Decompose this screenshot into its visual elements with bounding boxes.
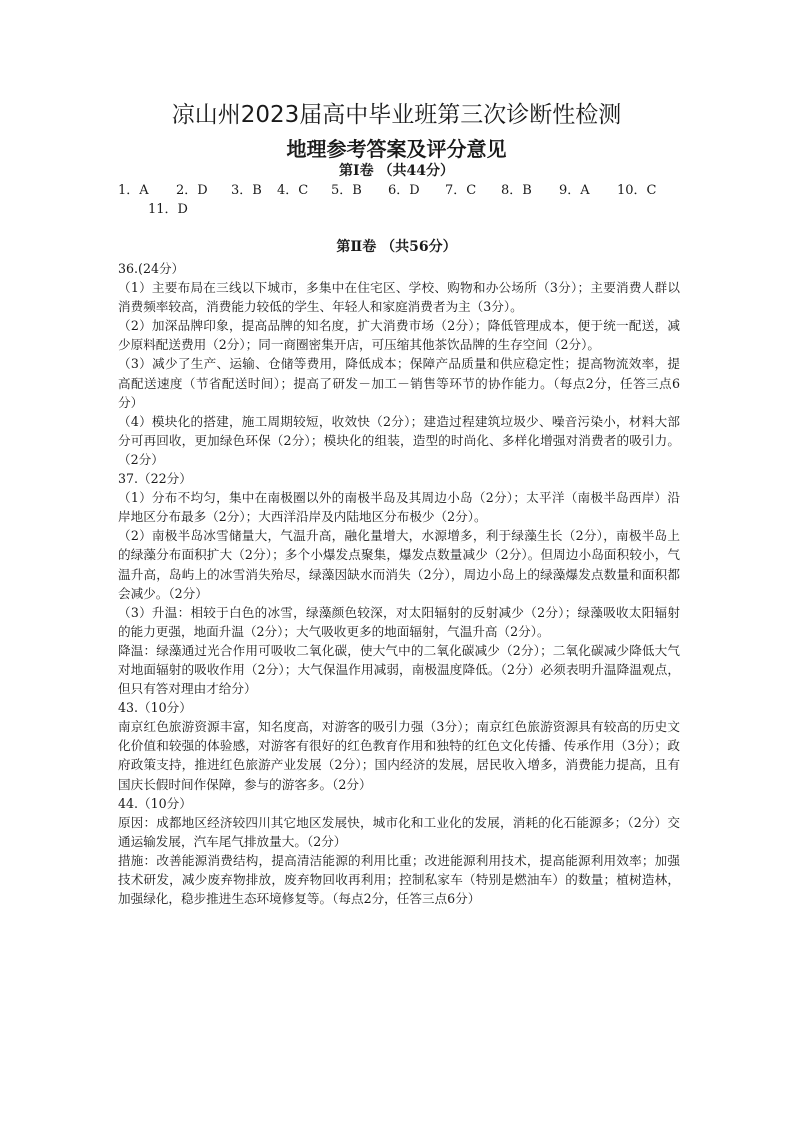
- question-heading: 36.(24分）: [118, 261, 185, 276]
- answer-paragraph: 措施：改善能源消费结构，提高清洁能源的利用比重；改进能源利用技术，提高能源利用效率；加强技术研发，减少废弃物排放，废弃物回收再利用；控制私家车（特别是燃油车）的数量；植树造林，加强绿化，稳步推进生态环境修复等。（每点2分，任答三点6分）: [118, 852, 680, 907]
- answer-item: 8．B: [501, 183, 532, 198]
- answer-item: 2．D: [176, 183, 208, 198]
- answer-item: 9．A: [559, 183, 590, 198]
- answer-paragraph: （2）加深品牌印象，提高品牌的知名度，扩大消费市场（2分）；降低管理成本，便于统一配送，减少原料配送费用（2分）；同一商圈密集开店，可压缩其他茶饮品牌的生存空间（2分）。: [118, 318, 680, 353]
- answer-paragraph: （1）主要布局在三线以下城市，多集中在住宅区、学校、购物和办公场所（3分）；主要消费人群以消费频率较高，消费能力较低的学生、年轻人和家庭消费者为主（3分）。: [118, 280, 680, 315]
- answer-body: [118, 259, 680, 908]
- answer-item: 3．B: [231, 183, 262, 198]
- document-subtitle: 地理参考答案及评分意见: [286, 137, 507, 161]
- answer-item: 5．B: [331, 183, 362, 198]
- answer-paragraph: （3）减少了生产、运输、仓储等费用，降低成本；保障产品质量和供应稳定性；提高物流效率，提高配送速度（节省配送时间）；提高了研发－加工－销售等环节的协作能力。（每点2分，任答三点6分）: [118, 356, 680, 410]
- answer-item: 11．D: [148, 202, 188, 217]
- answer-paragraph: （2）南极半岛冰雪储量大，气温升高，融化量增大，水源增多，利于绿藻生长（2分），南极半岛上的绿藻分布面积扩大（2分）；多个小爆发点聚集，爆发点数量减少（2分）。但周边小岛面积较小，气温升高，岛屿上的冰雪消失殆尽，绿藻因缺水而消失（2分），周边小岛上的绿藻爆发点数量和面积都会减少。（2分）: [118, 528, 680, 601]
- question-heading: 37.（22分）: [118, 471, 192, 487]
- answer-paragraph: 降温：绿藻通过光合作用可吸收二氧化碳，使大气中的二氧化碳减少（2分）；二氧化碳减少降低大气对地面辐射的吸收作用（2分）；大气保温作用减弱，南极温度降低。（2分）必须表明升温降温观点，但只有答对理由才给分）: [118, 642, 680, 697]
- answer-item: 7．C: [445, 183, 477, 198]
- answer-paragraph: （3）升温：相较于白色的冰雪，绿藻颜色较深，对太阳辐射的反射减少（2分）；绿藻吸收太阳辐射的能力更强，地面升温（2分）；大气吸收更多的地面辐射，气温升高（2分）。: [118, 604, 680, 639]
- question-heading: 43.（10分）: [118, 700, 192, 716]
- multiple-choice-answers: [118, 181, 678, 219]
- answer-item: 4．C: [277, 183, 309, 198]
- answer-paragraph: （1）分布不均匀，集中在南极圈以外的南极半岛及其周边小岛（2分）；太平洋（南极半岛西岸）沿岸地区分布最多（2分）；大西洋沿岸及内陆地区分布极少（2分）。: [118, 490, 680, 525]
- answers-row-1: [118, 181, 678, 200]
- part1-heading: 第Ⅰ卷 （共44分）: [339, 163, 454, 179]
- answers-row-2: [118, 200, 678, 219]
- question-heading: 44.（10分）: [118, 795, 192, 811]
- answer-item: 6．D: [388, 183, 420, 198]
- part2-heading: 第Ⅱ卷 （共56分）: [336, 239, 457, 255]
- answer-paragraph: 原因：成都地区经济较四川其它地区发展快，城市化和工业化的发展，消耗的化石能源多；（2分）交通运输发展，汽车尾气排放量大。（2分）: [118, 814, 680, 849]
- answer-item: 1．A: [118, 183, 149, 198]
- answer-paragraph: 南京红色旅游资源丰富，知名度高，对游客的吸引力强（3分）；南京红色旅游资源具有较高的历史文化价值和较强的体验感，对游客有很好的红色教育作用和独特的红色文化传播、传承作用（3分）；政府政策支持，推进红色旅游产业发展（2分）；国内经济的发展，居民收入增多，消费能力提高，且有国庆长假时间作保障，参与的游客多。（2分）: [118, 719, 680, 792]
- answer-item: 10．C: [617, 183, 657, 198]
- answer-paragraph: （4）模块化的搭建，施工周期较短，收效快（2分）；建造过程建筑垃圾少、噪音污染小，材料大部分可再回收，更加绿色环保（2分）；模块化的组装，造型的时尚化、多样化增强对消费者的吸引力。（2分）: [118, 413, 680, 467]
- document-title: 凉山州2023届高中毕业班第三次诊断性检测: [171, 102, 622, 128]
